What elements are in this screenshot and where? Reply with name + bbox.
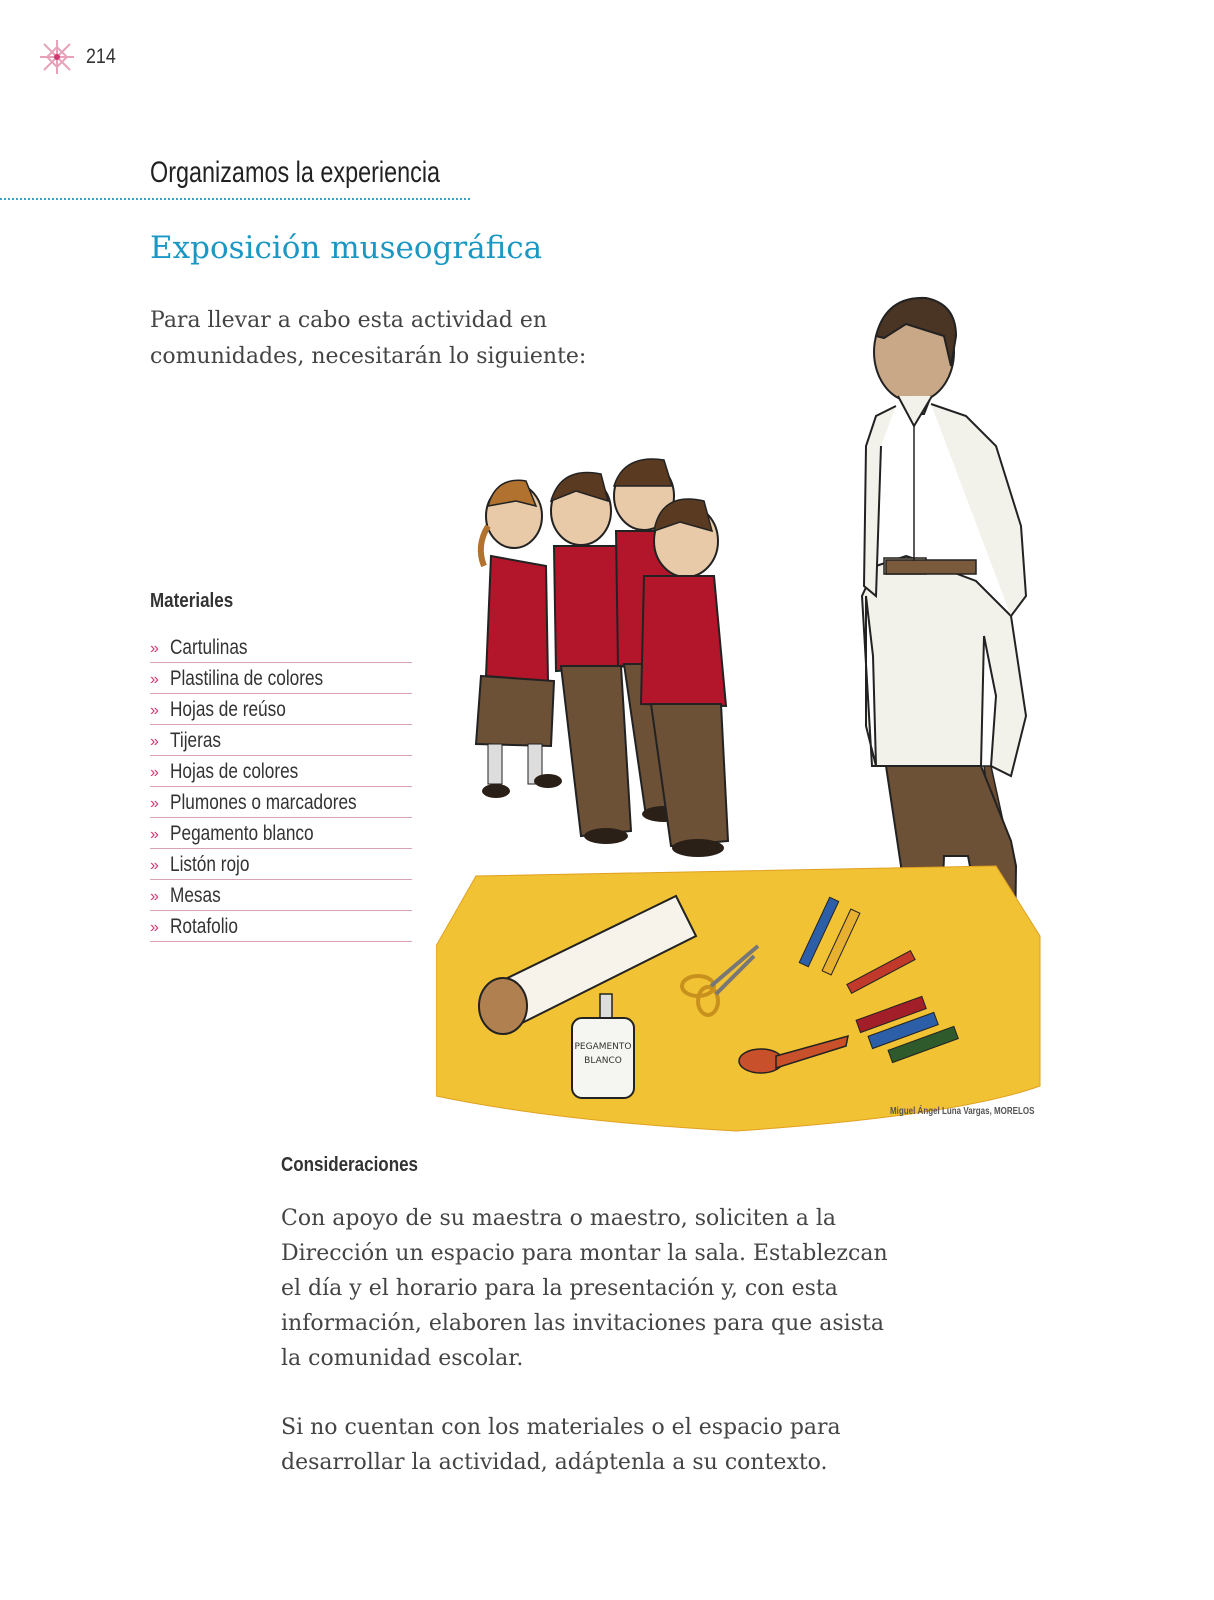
- material-label: Tijeras: [170, 729, 222, 752]
- classroom-illustration: [436, 296, 1042, 1136]
- chevron-right-icon: »: [150, 733, 159, 750]
- list-item: [150, 725, 412, 756]
- illustration-credit: Miguel Ángel Luna Vargas, MORELOS: [890, 1106, 1035, 1117]
- chevron-right-icon: »: [150, 764, 159, 781]
- material-label: Cartulinas: [170, 636, 248, 659]
- list-item: [150, 756, 412, 787]
- list-item: [150, 818, 412, 849]
- glue-label-line1: PEGAMENTO: [574, 1042, 632, 1052]
- materials-heading: Materiales: [150, 590, 234, 612]
- material-label: Plastilina de colores: [170, 667, 324, 690]
- list-item: [150, 787, 412, 818]
- material-label: Mesas: [170, 884, 221, 907]
- intro-paragraph: Para llevar a cabo esta actividad en comunidades, necesitarán lo siguiente:: [150, 308, 587, 369]
- decorative-star-icon: [38, 38, 76, 76]
- material-label: Pegamento blanco: [170, 822, 314, 845]
- material-label: Listón rojo: [170, 853, 250, 876]
- list-item: [150, 694, 412, 725]
- chevron-right-icon: »: [150, 640, 159, 657]
- material-label: Hojas de colores: [170, 760, 299, 783]
- chevron-right-icon: »: [150, 702, 159, 719]
- list-item: [150, 880, 412, 911]
- list-item: [150, 663, 412, 694]
- students-group: [476, 459, 728, 857]
- list-item: [150, 849, 412, 880]
- considerations-paragraph-1: Con apoyo de su maestra o maestro, soliciten a la Dirección un espacio para montar la sala. Establezcan el día y el horario para la presentación y, con esta información, elaboren las invitaciones para que asista la comunidad escolar.: [281, 1206, 888, 1371]
- page-number: 214: [86, 45, 116, 68]
- table-with-materials: [436, 866, 1040, 1131]
- considerations-heading: Consideraciones: [281, 1154, 418, 1176]
- chevron-right-icon: »: [150, 795, 159, 812]
- glue-label-line2: BLANCO: [584, 1056, 622, 1066]
- considerations-paragraph-2: Si no cuentan con los materiales o el espacio para desarrollar la actividad, adáptenla a su contexto.: [281, 1415, 841, 1475]
- activity-title: Exposición museográfica: [150, 230, 543, 266]
- section-divider: [0, 198, 470, 200]
- material-label: Plumones o marcadores: [170, 791, 357, 814]
- chevron-right-icon: »: [150, 919, 159, 936]
- chevron-right-icon: »: [150, 857, 159, 874]
- list-item: [150, 632, 412, 663]
- chevron-right-icon: »: [150, 826, 159, 843]
- list-item: [150, 911, 412, 942]
- section-heading: Organizamos la experiencia: [150, 156, 441, 189]
- chevron-right-icon: »: [150, 671, 159, 688]
- materials-list: [150, 632, 412, 942]
- material-label: Rotafolio: [170, 915, 238, 938]
- material-label: Hojas de reúso: [170, 698, 286, 721]
- page-number-block: [38, 38, 121, 76]
- chevron-right-icon: »: [150, 888, 159, 905]
